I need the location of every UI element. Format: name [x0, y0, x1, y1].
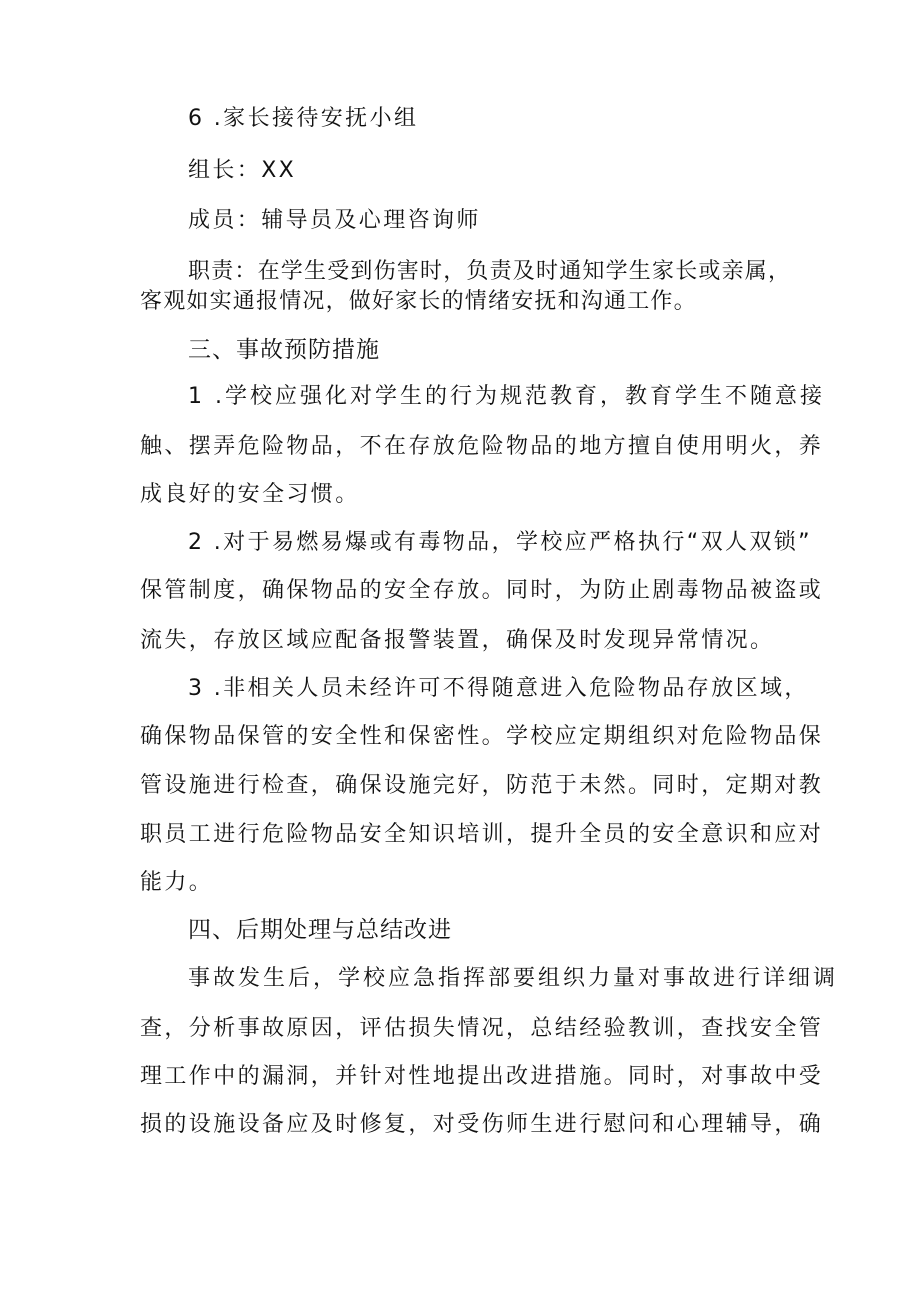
section-four-line-2: 查，分析事故原因，评估损失情况，总结经验教训，查找安全管 [140, 1016, 824, 1041]
item-3-line-4: 职员工进行危险物品安全知识培训，提升全员的安全意识和应对 [140, 822, 824, 847]
section-6-duty-line-1: 职责：在学生受到伤害时，负责及时通知学生家长或亲属， [188, 259, 792, 284]
item-2-line-3: 流失，存放区域应配备报警装置，确保及时发现异常情况。 [140, 628, 775, 653]
item-3-line-5: 能力。 [140, 870, 214, 895]
item-1-line-1: 1 .学校应强化对学生的行为规范教育，教育学生不随意接 [188, 384, 825, 409]
item-1-line-3: 成良好的安全习惯。 [140, 482, 360, 507]
section-four-heading: 四、后期处理与总结改进 [188, 917, 452, 943]
section-6-title: 6 .家长接待安抚小组 [188, 106, 419, 131]
item-3-line-3: 管设施进行检查，确保设施完好，防范于未然。同时，定期对教 [140, 773, 824, 798]
section-four-line-4: 损的设施设备应及时修复，对受伤师生进行慰问和心理辅导，确 [140, 1112, 824, 1137]
item-1-line-2: 触、摆弄危险物品，不在存放危险物品的地方擅自使用明火，养 [140, 434, 824, 459]
section-6-members: 成员：辅导员及心理咨询师 [188, 208, 481, 233]
item-3-line-1: 3 .非相关人员未经许可不得随意进入危险物品存放区域， [188, 676, 809, 701]
section-6-leader: 组长：XX [188, 158, 297, 183]
item-2-line-2: 保管制度，确保物品的安全存放。同时，为防止剧毒物品被盗或 [140, 578, 824, 603]
item-2-line-1: 2 .对于易燃易爆或有毒物品，学校应严格执行“双人双锁” [188, 530, 812, 555]
section-four-line-3: 理工作中的漏洞，并针对性地提出改进措施。同时，对事故中受 [140, 1064, 824, 1089]
section-6-duty-line-2: 客观如实通报情况，做好家长的情绪安抚和沟通工作。 [140, 289, 697, 314]
item-3-line-2: 确保物品保管的安全性和保密性。学校应定期组织对危险物品保 [140, 724, 824, 749]
section-three-heading: 三、事故预防措施 [188, 337, 380, 363]
section-four-line-1: 事故发生后，学校应急指挥部要组织力量对事故进行详细调 [188, 966, 839, 991]
